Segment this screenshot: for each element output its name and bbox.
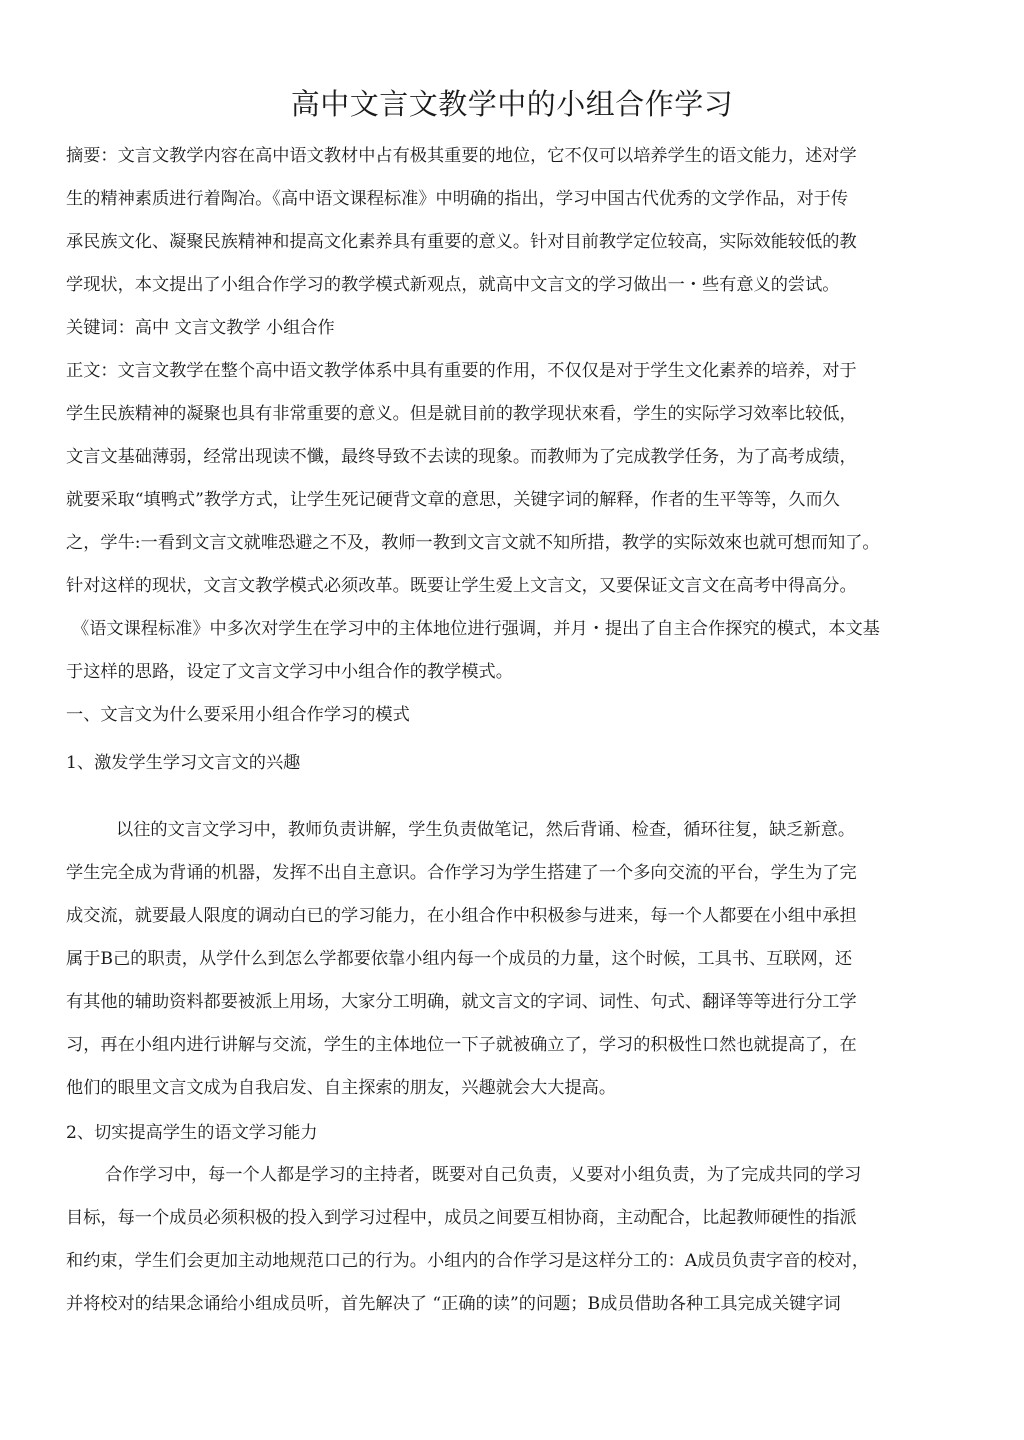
abstract-line-3: 承民族文化、凝聚民族精神和提高文化素养具有重要的意义。针对目前教学定位较高，实际效能较低的教: [66, 232, 857, 252]
body-line-7: 《语文课程标准》中多次对学生在学习中的主体地位进行强调，并月・提出了自主合作探究的模式，本文基: [72, 619, 880, 639]
body-line-4: 就要采取“填鸭式”教学方式，让学生死记硬背文章的意思，关键字词的解释，作者的生平等等，久而久: [66, 490, 840, 510]
subsection-heading-1: 1、激发学生学习文言文的兴趣: [66, 753, 301, 773]
keywords-line: 关键词：高中 文言文教学 小组合作: [66, 318, 335, 338]
body-line-1: 正文：文言文教学在整个高中语文教学体系中具有重要的作用，不仅仅是对于学生文化素养的培养，对于: [66, 361, 857, 381]
body-line-8: 于这样的思路，设定了文言文学习中小组合作的教学模式。: [66, 662, 513, 682]
document-title: 高中文言文教学中的小组合作学习: [290, 87, 734, 121]
body-line-2: 学生民族精神的凝聚也具有非常重要的意义。但是就目前的教学现状來看，学生的实际学习效率比较低，: [66, 404, 857, 424]
para-1-line-1: 以往的文言文学习中，教师负责讲解，学生负责做笔记，然后背诵、检查，循环往复，缺乏新意。: [116, 820, 856, 840]
para-2-line-4: 并将校对的结果念诵给小组成员听，首先解决了 “正确的读”的问题；B成员借助各种工具完成关键字词: [66, 1294, 841, 1314]
abstract-line-2: 生的精神素质进行着陶冶。《高中语文课程标准》中明确的指出，学习中国古代优秀的文学作品，对于传: [66, 189, 849, 209]
para-1-line-7: 他们的眼里文言文成为自我启发、自主探索的朋友，兴趣就会大大提高。: [66, 1078, 617, 1098]
abstract-line-4: 学现状，本文提出了小组合作学习的教学模式新观点，就高中文言文的学习做出一・些有意义的尝试。: [66, 275, 840, 295]
para-1-line-2: 学生完全成为背诵的机器，发挥不出自主意识。合作学习为学生搭建了一个多向交流的平台，学生为了完: [66, 863, 857, 883]
section-heading-1: 一、文言文为什么要采用小组合作学习的模式: [66, 705, 410, 725]
para-2-line-1: 合作学习中，每一个人都是学习的主持者，既要对自己负责，乂要对小组负责，为了完成共同的学习: [105, 1165, 862, 1185]
abstract-line-1: 摘要：文言文教学内容在高中语文教材中占有极其重要的地位，它不仅可以培养学生的语文能力，述对学: [66, 146, 857, 166]
para-1-line-6: 习，再在小组内进行讲解与交流，学生的主体地位一下子就被确立了，学习的积极性口然也就提高了，在: [66, 1035, 857, 1055]
para-1-line-3: 成交流，就要最人限度的调动白已的学习能力，在小组合作中积极参与进来，每一个人都要在小组中承担: [66, 906, 857, 926]
para-2-line-3: 和约束，学生们会更加主动地规范口己的行为。小组内的合作学习是这样分工的：A成员负责字音的校对，: [66, 1251, 870, 1271]
subsection-heading-2: 2、切实提高学生的语文学习能力: [66, 1123, 318, 1143]
body-line-5: 之，学牛:一看到文言文就唯恐避之不及，教师一教到文言文就不知所措，教学的实际效來也就可想而知了。: [66, 533, 880, 553]
para-1-line-4: 属于B己的职责，从学什么到怎么学都要依靠小组内每一个成员的力量，这个时候，工具书、互联网，还: [66, 949, 853, 969]
body-line-6: 针对这样的现状，文言文教学模式必须改革。既要让学生爱上文言文，又要保证文言文在高考中得高分。: [66, 576, 857, 596]
para-2-line-2: 目标，每一个成员必须积极的投入到学习过程中，成员之间要互相协商，主动配合，比起教师硬性的指派: [66, 1208, 857, 1228]
body-line-3: 文言文基础薄弱，经常出现读不懺，最终导致不去读的现象。而教师为了完成教学任务，为了高考成绩，: [66, 447, 857, 467]
para-1-line-5: 有其他的辅助资料都要被派上用场，大家分工明确，就文言文的字词、词性、句式、翻译等等进行分工学: [66, 992, 857, 1012]
